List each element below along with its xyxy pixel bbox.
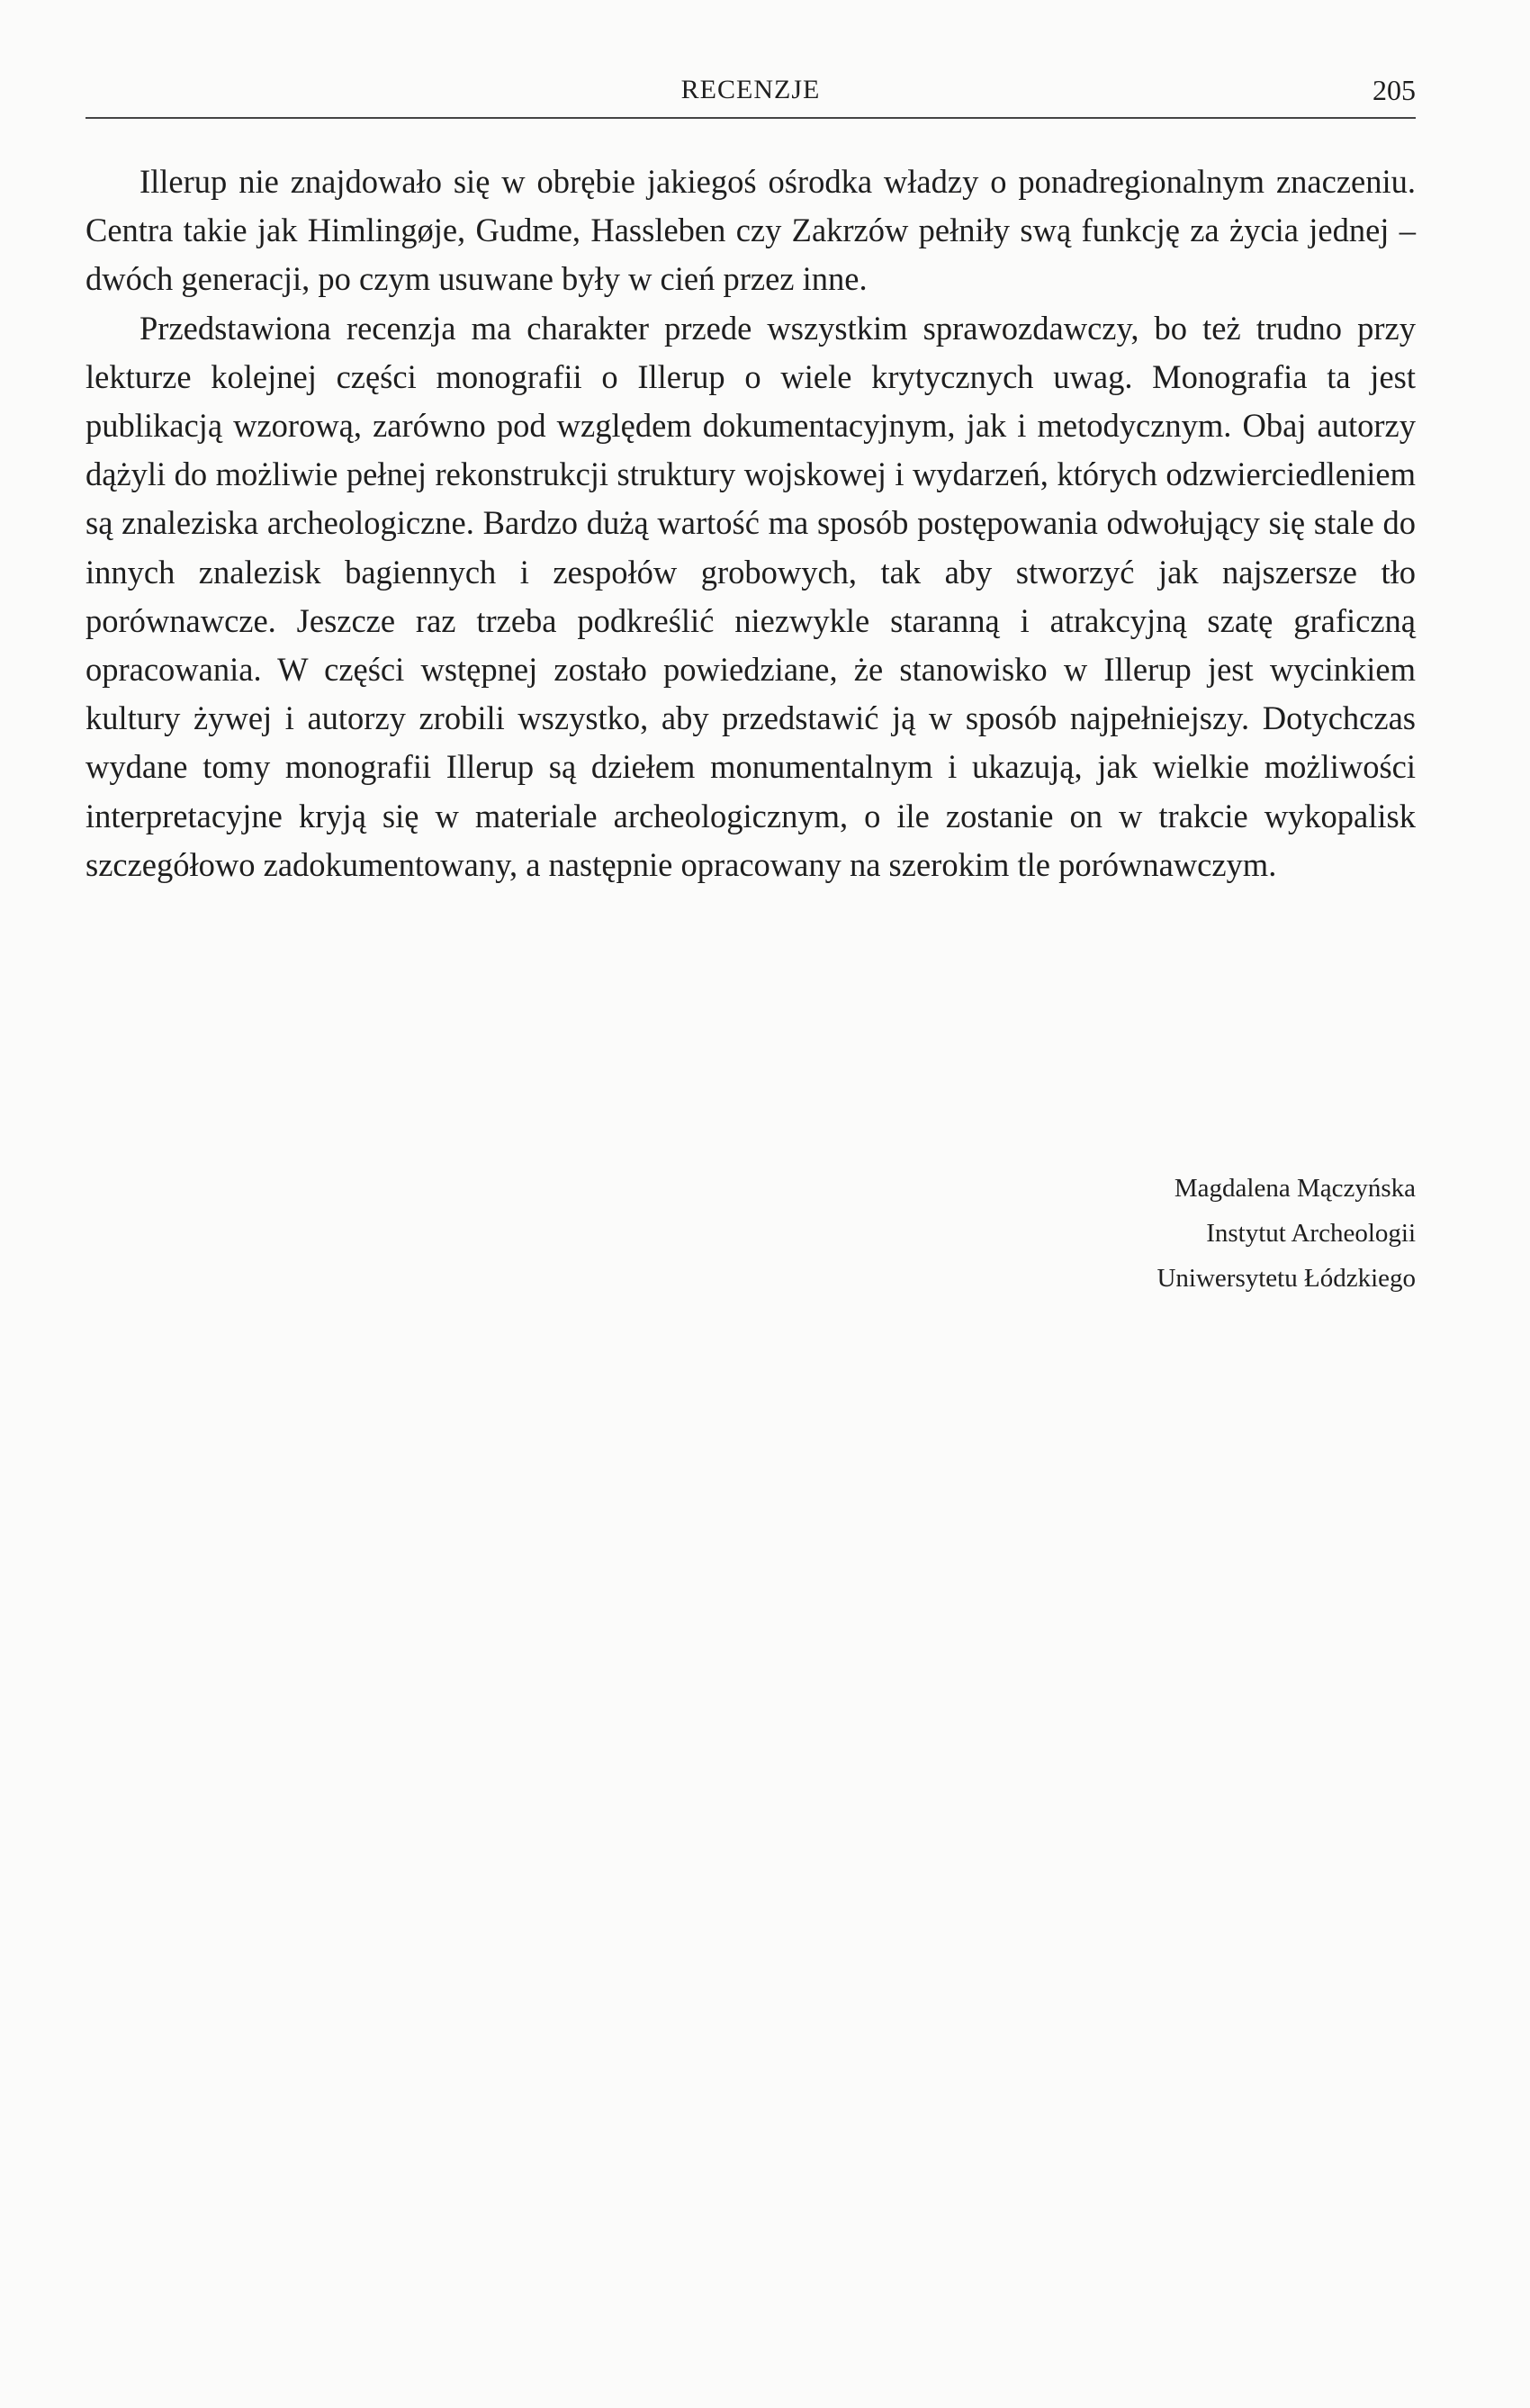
author-signature [1156, 1166, 1416, 1301]
running-title: RECENZJE [680, 75, 821, 104]
page-number: 205 [1372, 74, 1416, 106]
author-name: Magdalena Mączyńska [1174, 1174, 1416, 1203]
body-text [86, 158, 1416, 889]
author-institute: Instytut Archeologii [1206, 1219, 1416, 1248]
paragraph: Illerup nie znajdowało się w obrębie jakiegoś ośrodka władzy o ponadregionalnym znaczeniu. Centra takie jak Himlingøje, Gudme, Hassleben czy Zakrzów pełniły swą funkcję za życia jednej – dwóch generacji, po czym usuwane były w cień przez inne. [86, 163, 1416, 298]
author-university: Uniwersytetu Łódzkiego [1156, 1264, 1416, 1293]
running-header [86, 70, 1416, 119]
paragraph: Przedstawiona recenzja ma charakter przede wszystkim sprawozdawczy, bo też trudno przy lekturze kolejnej części monografii o Illerup o wiele krytycznych uwag. Monografia ta jest publikacją wzorową, zarówno pod względem dokumentacyjnym, jak i metodycznym. Obaj autorzy dążyli do możliwie pełnej rekonstrukcji struktury wojskowej i wydarzeń, których odzwierciedleniem są znaleziska archeologiczne. Bardzo dużą wartość ma sposób postępowania odwołujący się stale do innych znalezisk bagiennych i zespołów grobowych, tak aby stworzyć jak najszersze tło porównawcze. Jeszcze raz trzeba podkreślić niezwykle staranną i atrakcyjną szatę graficzną opracowania. W części wstępnej zostało powiedziane, że stanowisko w Illerup jest wycinkiem kultury żywej i autorzy zrobili wszystko, aby przedstawić ją w sposób najpełniejszy. Dotychczas wydane tomy monografii Illerup są dziełem monumentalnym i ukazują, jak wielkie możliwości interpretacyjne kryją się w materiale archeologicznym, o ile zostanie on w trakcie wykopalisk szczegółowo zadokumentowany, a następnie opracowany na szerokim tle porównawczym. [86, 309, 1416, 883]
